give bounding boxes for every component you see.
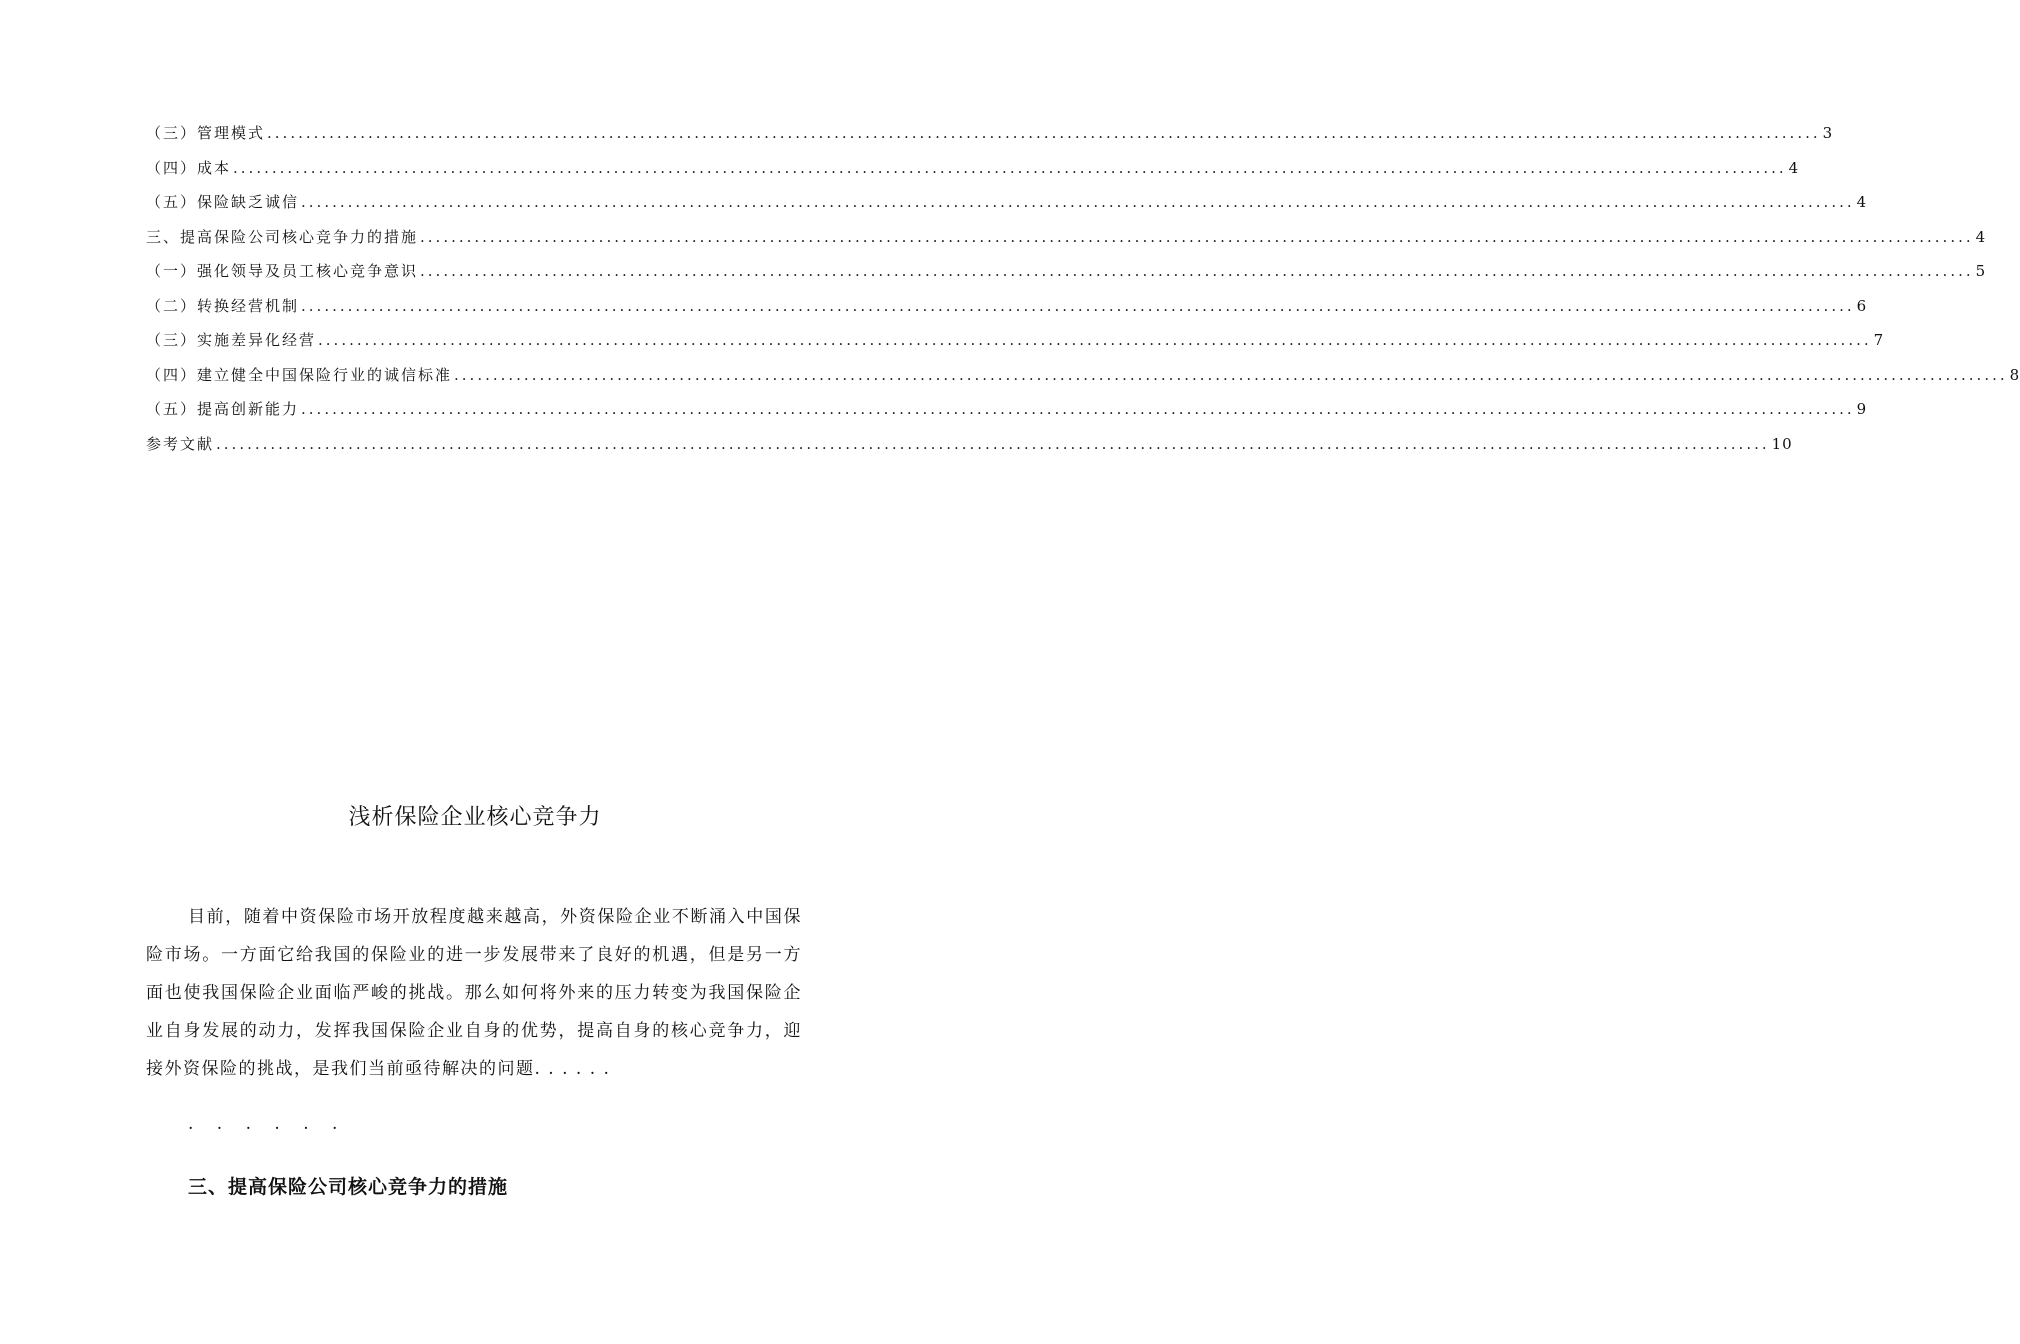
toc-entry-page: 4 [1856,193,1868,211]
toc-entry-page: 3 [1822,124,1834,142]
toc-entry-label: （五）提高创新能力 [146,400,300,418]
toc-leader-dots: ........................................................................................................................................................................................................ [301,400,1855,418]
toc-entry-label: （三）实施差异化经营 [146,331,317,349]
section-heading: 三、提高保险公司核心竞争力的措施 [188,1176,509,1198]
toc-leader-dots: ........................................................................................................................................................................................................ [318,331,1872,349]
toc-entry-page: 5 [1975,262,1987,280]
toc-leader-dots: ........................................................................................................................................................................................................ [420,262,1974,280]
omission-ellipsis: . . . . . . [188,1114,347,1134]
toc-leader-dots: ........................................................................................................................................................................................................ [454,365,2008,384]
toc-entry-page: 4 [1975,227,1987,246]
toc-entry[interactable] [146,157,1800,192]
toc-leader-dots: ........................................................................................................................................................................................................ [267,124,1821,142]
toc-entry-label: （五）保险缺乏诚信 [146,193,300,211]
toc-leader-dots: ........................................................................................................................................................................................................ [301,296,1855,315]
toc-entry-label: 三、提高保险公司核心竞争力的措施 [146,227,419,246]
toc-entry[interactable] [146,191,1868,226]
toc-entry-page: 10 [1771,434,1793,453]
toc-entry[interactable] [146,329,1885,364]
toc-entry-page: 8 [2009,365,2020,384]
toc-entry[interactable] [146,433,1793,468]
toc-entry-label: 参考文献 [146,434,215,453]
toc-entry[interactable] [146,398,1868,433]
toc-entry-label: （四）成本 [146,158,232,177]
toc-entry[interactable] [146,260,1987,295]
toc-entry-label: （三）管理模式 [146,124,266,142]
toc-leader-dots: ........................................................................................................................................................................................................ [233,158,1787,177]
toc-entry-label: （四）建立健全中国保险行业的诚信标准 [146,365,453,384]
toc-leader-dots: ........................................................................................................................................................................................................ [420,227,1974,246]
intro-paragraph: 目前，随着中资保险市场开放程度越来越高，外资保险企业不断涌入中国保险市场。一方面它给我国的保险业的进一步发展带来了良好的机遇，但是另一方面也使我国保险企业面临严峻的挑战。那么如何将外来的压力转变为我国保险企业自身发展的动力，发挥我国保险企业自身的优势，提高自身的核心竞争力，迎接外资保险的挑战，是我们当前亟待解决的问题. . . . . . [146,907,802,1079]
toc-leader-dots: ........................................................................................................................................................................................................ [216,434,1770,453]
toc-entry-label: （二）转换经营机制 [146,296,300,315]
toc-leader-dots: ........................................................................................................................................................................................................ [301,193,1855,211]
toc-entry[interactable] [146,122,1834,157]
toc-entry[interactable] [146,226,1987,261]
toc-entry-label: （一）强化领导及员工核心竞争意识 [146,262,419,280]
toc-entry-page: 7 [1873,331,1885,349]
toc-entry-page: 6 [1856,296,1868,315]
document-title: 浅析保险企业核心竞争力 [348,805,602,830]
toc-entry-page: 4 [1788,158,1800,177]
toc-entry[interactable] [146,295,1868,330]
table-of-contents [146,122,2020,467]
toc-entry-page: 9 [1856,400,1868,418]
toc-entry[interactable] [146,364,2020,399]
